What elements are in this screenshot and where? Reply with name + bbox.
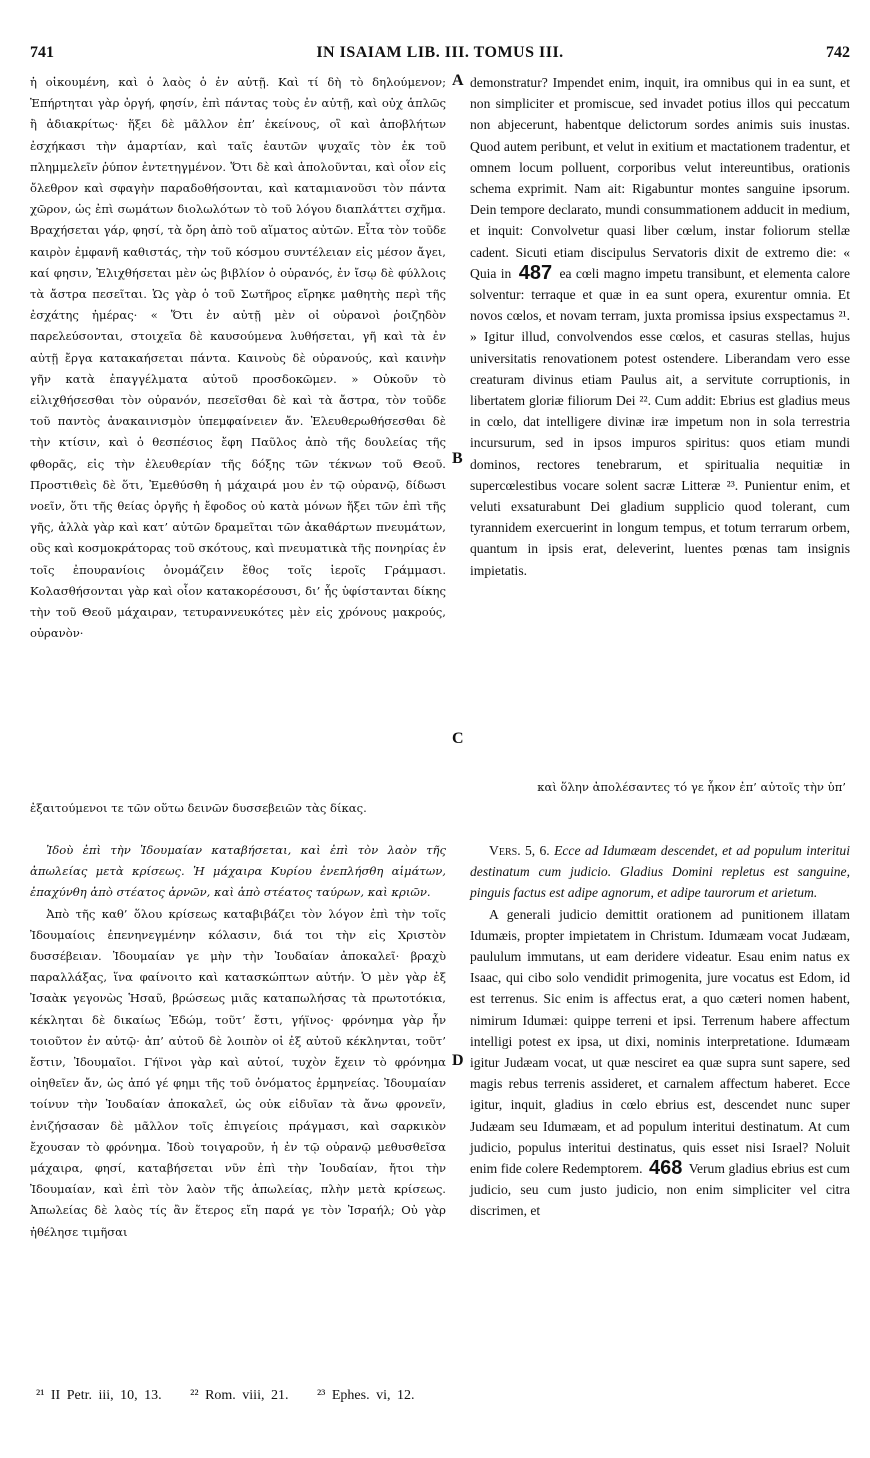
footnotes (36, 1388, 836, 1404)
verse-lemma (470, 840, 850, 904)
greek-lemma: Ἰδοὺ ἐπὶ τὴν Ἰδουμαίαν καταβήσεται, καὶ ἐπὶ τὸν λαὸν τῆς ἀπωλείας μετὰ κρίσεως. Ἡ μάχαιρα Κυρίου ἐνεπλήσθη αἱμάτων, ἐπαχύνθη ἀπὸ στέατος ἀρνῶν, καὶ ἀπὸ στέατος ταύρων, καὶ κριῶν. (30, 843, 446, 900)
latin-column-lower (470, 840, 850, 1222)
section-marker-b: B (452, 450, 463, 467)
column-number-marker: 487 (518, 261, 553, 284)
column-number-marker: 468 (649, 1157, 683, 1180)
page-number-right: 742 (826, 44, 850, 61)
greek-bridge-lines (30, 777, 850, 819)
running-title: IN ISAIAM LIB. III. TOMUS III. (316, 44, 564, 61)
footnote-3: ²³ Ephes. vi, 12. (316, 1388, 415, 1403)
latin-paragraph-1 (470, 72, 850, 581)
latin-paragraph-3 (470, 904, 850, 1222)
verse-label: Vers. 5, 6. (489, 843, 550, 858)
bridge-line-2: ἐξαιτούμενοι τε τῶν οὕτω δεινῶν δυσσεβειῶν τὰς δίκας. (30, 801, 367, 816)
greek-paragraph-3: Ἀπὸ τῆς καθ’ ὅλου κρίσεως καταβιβάζει τὸν λόγον ἐπὶ τὴν τοῖς Ἰδουμαίοις ἐπενηνεγμένην κόλασιν, διά τοι τὴν εἰς Χριστὸν δυσσέβειαν. Ἰδουμαίαν γε μὴν τὴν Ἰουδαίαν ἀποκαλεῖ· βραχὺ παραλλάξας, ἵνα φαίνοιτο καὶ κατασκώπτων αὐτήν. Ὁ μὲν γὰρ ἐξ Ἰσαὰκ γεγονὼς Ἡσαῦ, βρώσεως μιᾶς καταπωλήσας τὰ πρωτοτόκια, κέκληται δὲ δικαίως Ἐδώμ, τοῦτ’ ἔστι, γήϊνος· φρόνημα γὰρ ἦν τοιοῦτον ἐν αὐτῷ· ἀπ’ αὐτοῦ δὲ λοιπὸν οἱ ἐξ αὐτοῦ κέκληνται, τοῦτ’ ἔστιν, Ἰδουμαῖοι. Γήϊνοι γὰρ καὶ αὐτοί, τυχὸν ἔχειν τὸ φρόνημα οἰηθεῖεν ἄν, ὡς ἀπό γέ φημι τῆς τοῦ ὀνόματος ἑρμηνείας. Ἰδουμαίαν τοίνυν τὴν Ἰουδαίαν ἀποκαλεῖ, ὡς οὐκ εἰδυῖαν τὰ ἄνω φρονεῖν, ἐνιζήσασαν δὲ μᾶλλον τοῖς ἐπιγείοις πράγμασι, καὶ σαρκικὸν ἔχουσαν τὸ φρόνημα. Ἰδοὺ τοιγαροῦν, ἡ ἐν τῷ οὐρανῷ μεθυσθεῖσα μάχαιρα, φησί, καταβήσεται νῦν ἐπὶ τὴν Ἰουδαίαν, ἤτοι τὴν Ἰδουμαίαν, καὶ ἐπὶ τὸν λαὸν τῆς ἀπωλείας, πλὴν μετὰ κρίσεως. Ἀπωλείας δὲ λαὸς τίς ἂν ἕτερος εἴη παρά γε τὸν Ἰσραήλ; Οὐ γὰρ ἠθέλησε τιμῆσαι (30, 906, 446, 1239)
page-number-left: 741 (30, 44, 54, 61)
running-header (30, 44, 850, 68)
section-marker-c: C (452, 730, 464, 747)
greek-paragraph-1: ἡ οἰκουμένη, καὶ ὁ λαὸς ὁ ἐν αὐτῇ. Καὶ τί δὴ τὸ δηλούμενον; Ἐπήρτηται γὰρ ὀργή, φησίν, ἐπὶ πάντας τοὺς ἐν αὐτῇ, καὶ οὐχ ἁπλῶς ἢ ἀδιακρίτως· ἥξει δὲ μᾶλλον ἐπ’ ἐκείνους, οἳ καὶ ἀποβλήτων ἐσχήκασι τὴν ἁμαρτίαν, καὶ ταῖς ἑαυτῶν ψυχαῖς τὸν ἐκ τοῦ πλημμελεῖν ῥύπον ἐντετηγμένον. Ὅτι δὲ καὶ ἀπολοῦνται, καὶ οἷον εἰς ὄλεθρον καὶ σφαγὴν παραδοθήσονται, καὶ καταμιανοῦσι τὸν πάντα χῶρον, ὡς ἐπὶ σωμάτων διολωλότων τὸ τοῦ λόγου διαπλάττει σχῆμα. Βραχήσεται γάρ, φησί, τὰ ὄρη ἀπὸ τοῦ αἵματος αὐτῶν. Εἶτα τὸν τοῦδε καιρὸν ἐμφανῆ καθιστάς, τὴν τοῦ κόσμου συντέλειαν εἰς μέσον ἄγει, καί φησιν, Ἑλιχθήσεται μὲν ὡς βιβλίον ὁ οὐρανός, ἐν ἴσῳ δὲ φύλλοις τὰ ἄστρα πεσεῖται. Ὡς γὰρ ὁ τοῦ Σωτῆρος εἴρηκε μαθητὴς περὶ τῆς ἐσχάτης ἡμέρας· « Ὅτι ἐν αὐτῇ μὲν οἱ οὐρανοὶ ῥοιζηδὸν παρελεύσονται, στοιχεῖα δὲ καυσούμενα λυθήσεται, γῆ καὶ τὰ ἐν αὐτῇ ἔργα κατακαήσεται πάντα. Καινοὺς δὲ οὐρανούς, καὶ καινὴν γῆν κατὰ ἐπαγγέλματα αὐτοῦ προσδοκῶμεν. » Οὐκοῦν τὸ εἰλιχθήσεσθαι τὸν οὐρανόν, πεσεῖσθαι δὲ καὶ τὰ ἄστρα, τὸν τοῦδε τοῦ παντὸς ἀνακαινισμὸν ὑπεμφαίνειεν ἄν. Ἐλευθερωθήσεσθαι δὲ τὴν κτίσιν, καὶ ὁ θεσπέσιος ἔφη Παῦλος ἀπὸ τῆς δουλείας τῆς φθορᾶς, εἰς τὴν ἐλευθερίαν τῆς δόξης τῶν τέκνων τοῦ Θεοῦ. Προστιθεὶς δὲ ὅτι, Ἐμεθύσθη ἡ μάχαιρά μου ἐν τῷ οὐρανῷ, δίδωσι νοεῖν, ὅτι τῆς θείας ὀργῆς ἡ ἔφοδος οὐ κατὰ μόνων ἥξει τῶν ἐπὶ τῆς γῆς, ἀλλὰ γὰρ καὶ κατ’ αὐτῶν δραμεῖται τῶν ἀκαθάρτων πνευμάτων, οὓς καὶ κοσμοκράτορας τοῦ σκότους, καὶ πνευματικὰ τῆς πονηρίας ἐν τοῖς ἐπουρανίοις ὀνομάζειν ἔθος τοῖς ἱεροῖς Γράμμασι. Κολασθήσονται γὰρ καὶ οἷον κατακορέσουσι, δι’ ἧς ὑφίστανται δίκης τὴν τοῦ Θεοῦ μάχαιραν, τετυραννευκότες μὲν εἰς χρόνους μακρούς, οὐρανὸν· (30, 75, 446, 641)
section-marker-a: A (452, 72, 464, 89)
latin-text: Verum gladius ebrius est cum judicio, seu cum justo judicio, non enim simpliciter vel citra discrimen, et (470, 1161, 851, 1219)
latin-text: demonstratur? Impendet enim, inquit, ira omnibus qui in ea sunt, et non simpliciter et promiscue, sed invadet potius illos qui peccatum non abjecerunt, habentque delictorum sordes animis suis inustas. Quod autem peribunt, et velut in exitium et mactationem tradentur, et omnem locum polluent, corporibus velut intereuntibus, orationis schema exprimit. Nam ait: Rigabuntur montes sanguine ipsorum. Dein tempore declarato, mundi consummationem adducit in medium, et inquit: Convolvetur quasi liber cœlum, instar foliorum stellæ cadent. Sicuti etiam discipulus Servatoris dixit de extremo die: « Quia in (470, 75, 850, 281)
bridge-line-1: καὶ ὅλην ἀπολέσαντες τό γε ἧκον ἐπ’ αὐτοῖς τὴν ὑπ’ (537, 780, 846, 794)
latin-column (470, 72, 850, 581)
latin-text: A generali judicio demittit orationem ad punitionem illatam Idumæis, propter impietatem in Christum. Idumæam vocat Judæam, paululum immutans, ut eam deridere videatur. Esau enim natus ex Isaac, qui cibo solo vendidit primogenita, jure vocatus est Edom, id est terrenus. Sic enim is affectus erat, a quo cæteri nomen habent, nimirum Idumæi: quippe terreni et ipsi. Terrenum habere affectum intelligi potest ex ipsa, ut dixi, nominis interpretatione. Idumæam igitur Judæam vocat, ut quæ nesciret ea quæ supra sunt sapere, sed magis rebus terrenis assideret, et carnalem affectum haberet. Ecce igitur, inquit, gladius in cœlo ebrius est, descendet nunc super Judæam seu Idumæam, et ad populum interitui destinatum. At cum judicio, populus interitui destinatus, quis esset nisi Israel? Noluit enim fide colere Redemptorem. (470, 906, 850, 1177)
greek-column (30, 72, 446, 644)
latin-text: ea cœli magno impetu transibunt, et elementa calore solventur: terraque et quæ in ea sunt opera, exurentur omnia. Et novos cœlos, et novam terram, juxta promissa ipsius exspectamus ²¹. » Igitur illud, convolvendos esse cœlos, et casuras stellas, hujus universitatis renovationem potest ostendere. Liberandam vero esse creaturam divinus etiam Paulus ait, a servitute corruptionis, in libertatem gloriæ filiorum Dei ²². Cum addit: Ebrius est gladius meus in cœlo, dat intelligere divinæ iræ impetum non in sola terrestria incursurum, sed in ipsos impuros spiritus: quos etiam mundi dominos, rectores tenebrarum, et spiritualia nequitiæ in supercœlestibus vocare solent sacræ Litteræ ²³. Punientur enim, et veluti exsaturabunt Dei gladium supplicio quod tolerant, cum tyrannidem exercuerint in longum tempus, et totum terrarum orbem, quantum in ipsis erat, deleverint, luentes pœnas tam insignis impietatis. (470, 265, 850, 578)
section-marker-d: D (452, 1052, 464, 1069)
verse-text: Ecce ad Idumæam descendet, et ad populum interitui destinatum cum judicio. Gladius Domini repletus est sanguine, pinguis factus est adipe agnorum, et adipe taurorum et arietum. (470, 843, 850, 901)
footnote-2: ²² Rom. viii, 21. (190, 1388, 289, 1403)
greek-column-lower (30, 840, 446, 1243)
footnote-1: ²¹ II Petr. iii, 10, 13. (36, 1388, 162, 1403)
